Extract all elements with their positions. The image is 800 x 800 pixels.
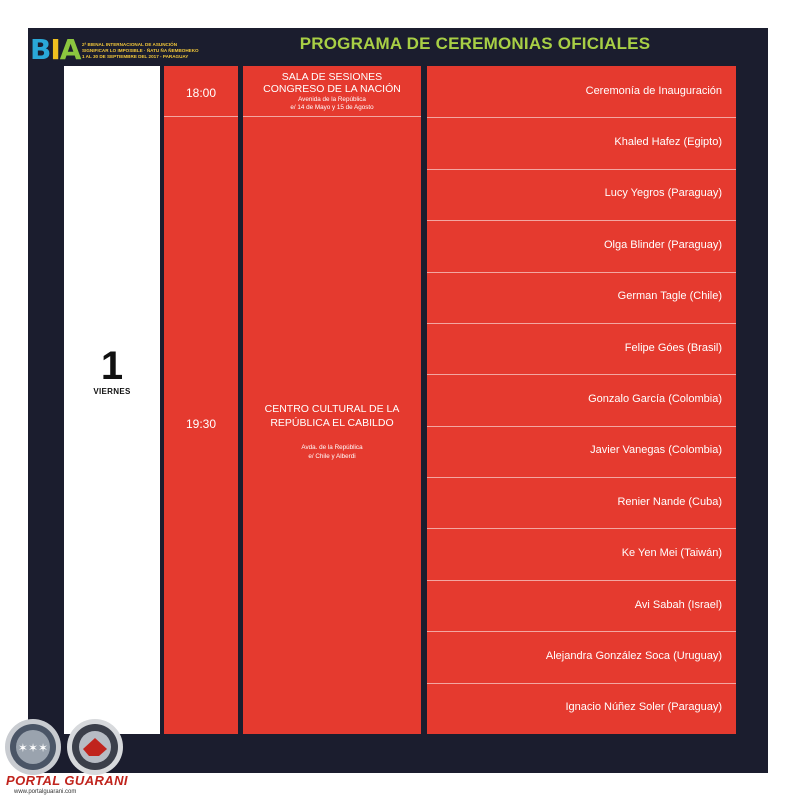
ceremony-item: Javier Vanegas (Colombia)	[590, 444, 722, 457]
bia-logo	[30, 33, 199, 66]
row-divider	[427, 323, 736, 324]
time-column	[164, 66, 238, 734]
venue-column	[243, 66, 421, 734]
ceremony-item: Lucy Yegros (Paraguay)	[604, 187, 722, 200]
ceremony-item: German Tagle (Chile)	[617, 290, 722, 303]
row-divider	[427, 374, 736, 375]
logo-letter-a: A	[59, 33, 81, 66]
page-title: PROGRAMA DE CEREMONIAS OFICIALES	[299, 34, 651, 53]
emblem-icon	[66, 718, 124, 776]
logo-line-3: 1 AL 30 DE SEPTIEMBRE DEL 2017 - PARAGUAY	[82, 54, 189, 59]
logo-line-1: 2ª BIENAL INTERNACIONAL DE ASUNCIÓN	[82, 42, 178, 47]
svg-text:✶✶✶: ✶✶✶	[17, 741, 49, 755]
row-divider	[427, 631, 736, 632]
ceremony-item: Ke Yen Mei (Taiwán)	[621, 547, 722, 560]
day-column	[64, 66, 160, 734]
venue-address-line: e/ Chile y Alberdi	[308, 453, 356, 460]
venue-address-line: Avda. de la República	[301, 444, 363, 451]
venue-title-line: CENTRO CULTURAL DE LA	[264, 403, 400, 415]
ceremony-item: Khaled Hafez (Egipto)	[614, 136, 722, 149]
ceremony-item: Alejandra González Soca (Uruguay)	[545, 649, 722, 662]
ceremony-item: Ceremonía de Inauguración	[585, 84, 722, 97]
row-divider	[427, 220, 736, 221]
row-divider	[427, 683, 736, 684]
venue-title-line: SALA DE SESIONES	[281, 71, 383, 83]
logo-letter-b: B	[30, 33, 51, 66]
venue-title-line: REPÚBLICA EL CABILDO	[270, 417, 394, 429]
row-divider	[427, 528, 736, 529]
row-divider	[427, 117, 736, 118]
row-divider	[427, 426, 736, 427]
row-divider	[427, 477, 736, 478]
seal-icon	[4, 718, 62, 776]
ceremony-item: Felipe Góes (Brasil)	[624, 341, 722, 354]
row-divider	[427, 272, 736, 273]
venue-divider	[243, 116, 421, 117]
venue-title-line: CONGRESO DE LA NACIÓN	[263, 83, 401, 95]
ceremony-item: Olga Blinder (Paraguay)	[603, 238, 722, 251]
ceremony-item: Ignacio Núñez Soler (Paraguay)	[565, 701, 722, 714]
row-divider	[427, 169, 736, 170]
time-slot: 19:30	[185, 417, 217, 431]
logo-line-2: SIGNIFICAR LO IMPOSIBLE · ÑATU ÑA ÑEMBOHEKO	[82, 48, 199, 53]
ceremony-list	[427, 66, 736, 734]
day-name: VIERNES	[93, 387, 131, 396]
portal-url: www.portalguarani.com	[14, 789, 77, 795]
ceremony-item: Renier Nande (Cuba)	[617, 495, 722, 508]
venue-address-line: Avenida de la República	[298, 96, 366, 103]
time-slot: 18:00	[185, 86, 217, 100]
portal-brand: PORTAL GUARANI	[6, 773, 128, 788]
logo-letters	[30, 33, 80, 66]
day-number: 1	[100, 344, 124, 388]
time-divider	[164, 116, 238, 117]
venue-address-line: e/ 14 de Mayo y 15 de Agosto	[290, 104, 374, 111]
ceremony-item: Gonzalo García (Colombia)	[588, 393, 722, 405]
ceremony-item: Avi Sabah (Israel)	[634, 598, 722, 611]
row-divider	[427, 580, 736, 581]
logo-letter-i: I	[50, 33, 60, 66]
